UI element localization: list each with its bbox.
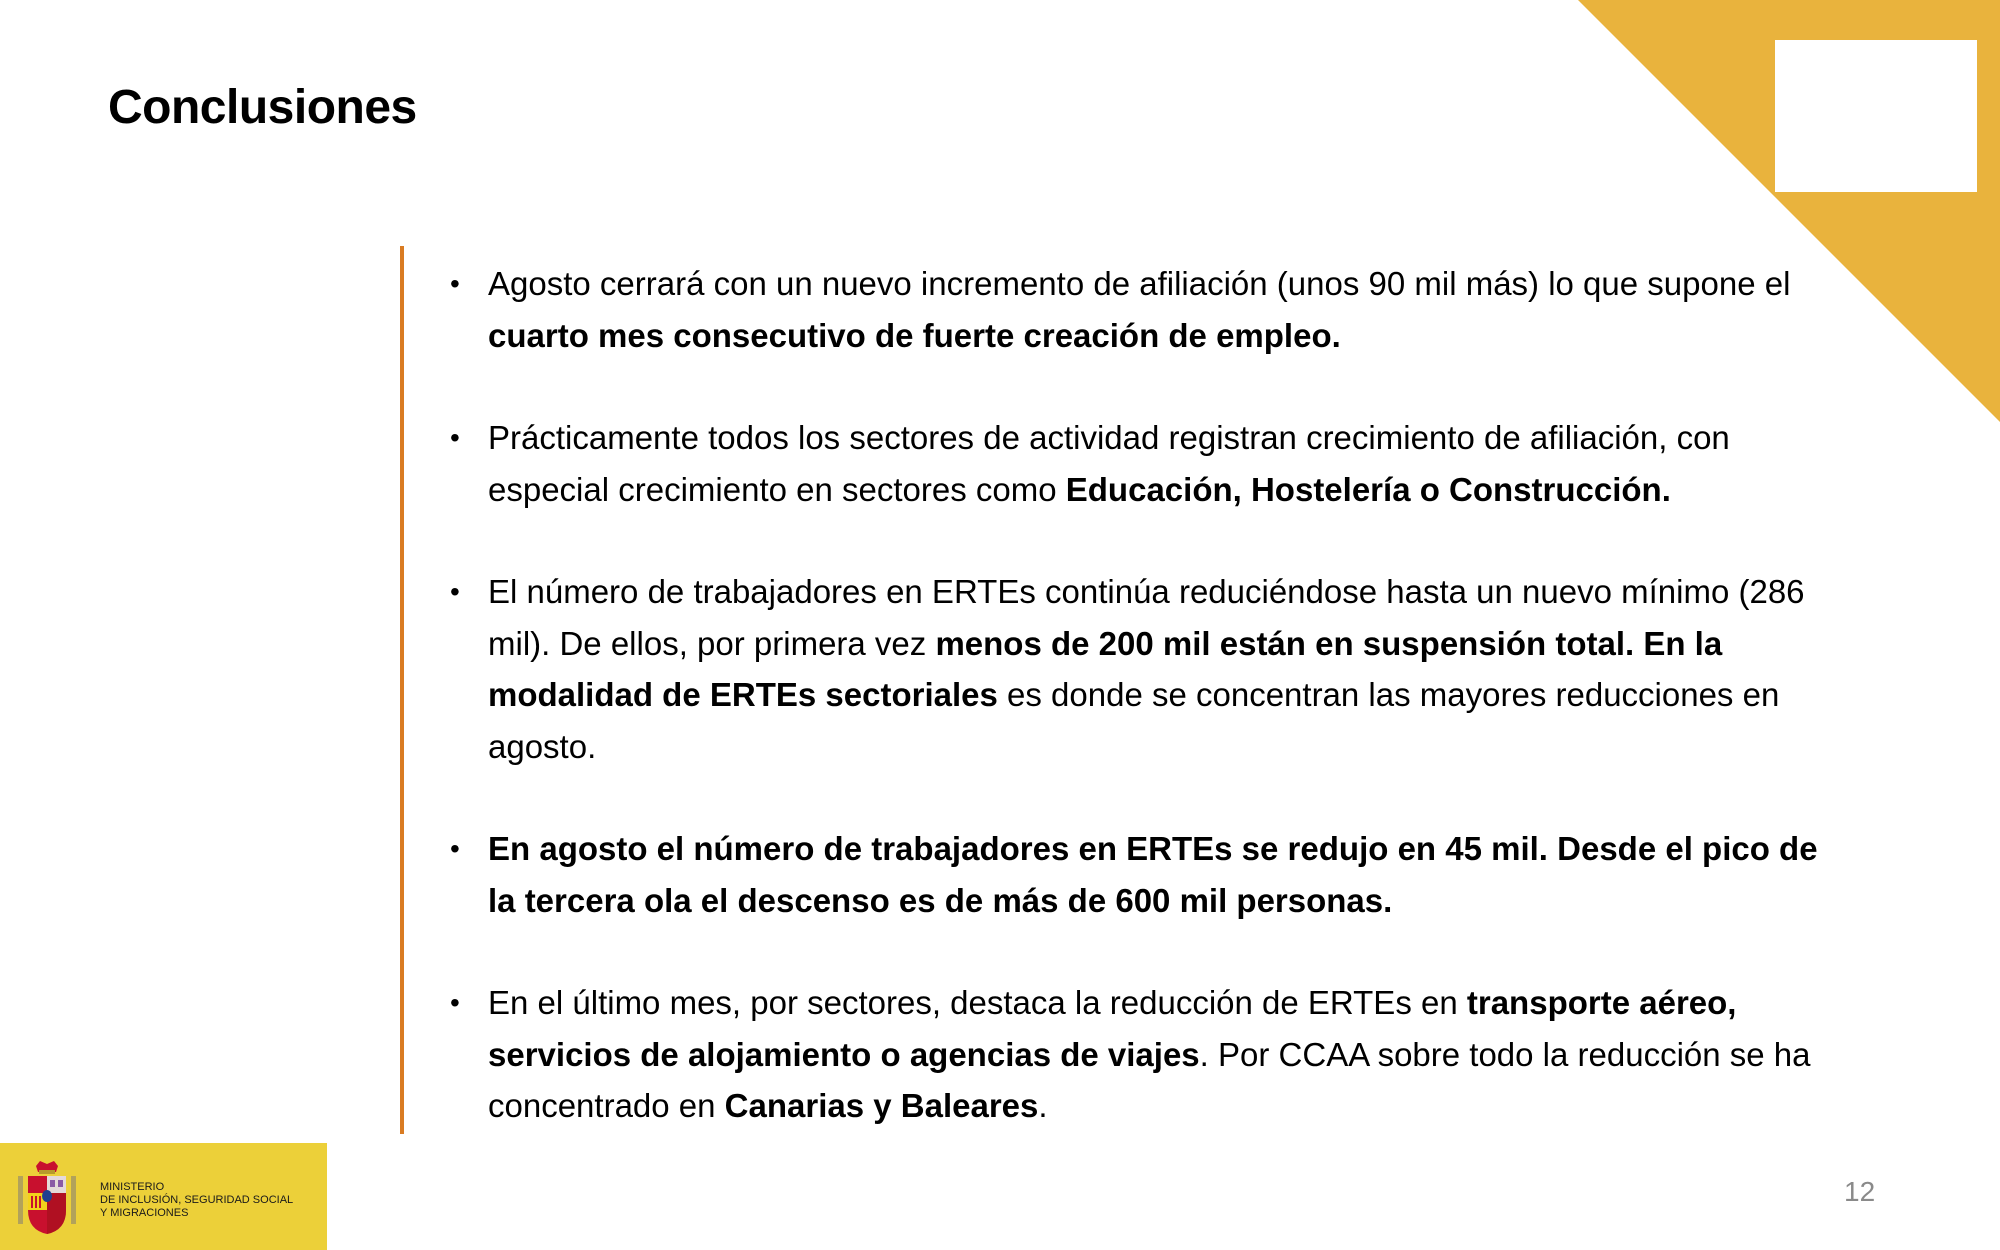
bullet-bold-text: Canarias y Baleares [724, 1087, 1039, 1124]
bullet-text [488, 573, 1805, 765]
bullet-text [488, 830, 1818, 919]
bullet-text-run: En el último mes, por sectores, destaca la reducción de ERTEs en [488, 984, 1467, 1021]
conclusions-list [450, 258, 1840, 1183]
bullet-text [488, 265, 1790, 354]
bullet-bold-text: cuarto mes consecutivo de fuerte creación de empleo. [488, 316, 1341, 354]
bullet-dot-icon: • [450, 422, 460, 453]
vertical-divider [400, 246, 404, 1134]
bullet-bold-text: Educación, Hostelería o Construcción. [1065, 470, 1671, 508]
bullet-text-run: . [1038, 1087, 1048, 1124]
coat-of-arms-icon [14, 1158, 80, 1238]
bullet-dot-icon: • [450, 987, 460, 1018]
bullet-item [450, 977, 1840, 1132]
slide-title: Conclusiones [108, 81, 417, 134]
bullet-item [450, 566, 1840, 772]
bullet-dot-icon: • [450, 268, 460, 299]
bullet-text-run: El número de trabajadores en ERTEs continúa reduciéndose hasta un nuevo mínimo (286 mil). De ellos, por primera vez [488, 573, 1805, 662]
bullet-text [488, 984, 1811, 1124]
bullet-bold-text: En agosto el número de trabajadores en ERTEs se redujo en 45 mil. Desde el pico de la tercera ola el descenso es de más de 600 mil personas. [488, 830, 1818, 919]
bullet-text-run: Prácticamente todos los sectores de actividad registran crecimiento de afiliación, con especial crecimiento en sectores como [488, 419, 1730, 508]
bullet-text-run: . Por CCAA sobre todo la reducción se ha concentrado en [488, 1035, 1811, 1124]
ministry-line: DE INCLUSIÓN, SEGURIDAD SOCIAL [100, 1194, 294, 1206]
bullet-text-run: es donde se concentran las mayores reducciones en agosto. [488, 676, 1780, 765]
ministry-name [100, 1181, 325, 1220]
corner-white-box [1775, 40, 1977, 192]
bullet-bold-text: menos de 200 mil están en suspensión total. En la modalidad de ERTEs sectoriales [488, 624, 1723, 713]
bullet-text-run: Agosto cerrará con un nuevo incremento de afiliación (unos 90 mil más) lo que supone el [488, 265, 1791, 302]
page-number: 12 [1844, 1176, 1876, 1207]
ministry-line: MINISTERIO [100, 1181, 165, 1193]
bullet-bold-text: transporte aéreo, servicios de alojamiento o agencias de viajes [488, 984, 1737, 1073]
ministry-logo [0, 1143, 327, 1250]
bullet-dot-icon: • [450, 576, 460, 607]
bullet-item [450, 412, 1840, 515]
bullet-item [450, 823, 1840, 926]
bullet-text [488, 419, 1730, 508]
bullet-dot-icon: • [450, 833, 460, 864]
bullet-item [450, 258, 1840, 361]
ministry-line: Y MIGRACIONES [100, 1207, 189, 1219]
